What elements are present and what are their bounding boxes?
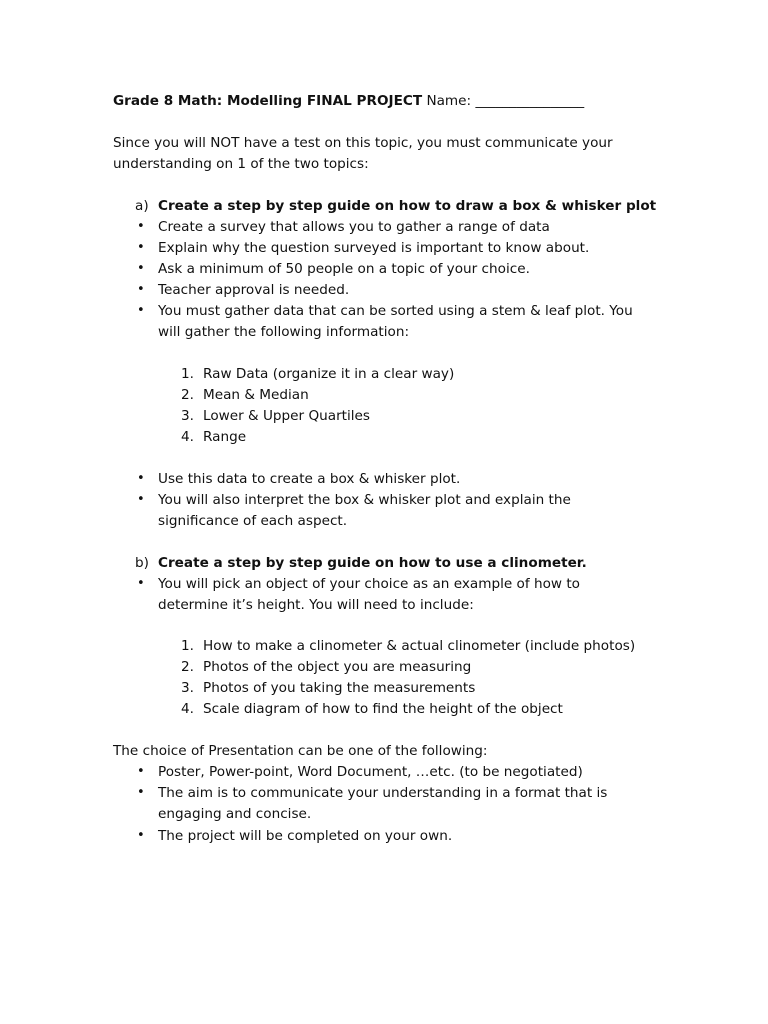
numbered-item: Photos of you taking the measurements: [203, 680, 476, 696]
name-field-label: Name: ________________: [426, 93, 585, 109]
bullet-icon: •: [137, 282, 145, 297]
numbered-item: Range: [203, 429, 247, 445]
list-item-continued: engaging and concise.: [158, 806, 312, 822]
list-item: Create a survey that allows you to gather a range of data: [158, 219, 550, 235]
list-item-continued: will gather the following information:: [158, 324, 410, 340]
numbered-item: How to make a clinometer & actual clinometer (include photos): [203, 638, 636, 654]
numbered-item: Lower & Upper Quartiles: [203, 408, 371, 424]
section-b-heading: Create a step by step guide on how to use a clinometer.: [158, 555, 587, 571]
intro-line: Since you will NOT have a test on this topic, you must communicate your: [113, 135, 613, 151]
bullet-icon: •: [137, 219, 145, 234]
numbered-marker: 1.: [181, 638, 194, 654]
list-item-continued: determine it’s height. You will need to include:: [158, 597, 474, 613]
numbered-marker: 4.: [181, 429, 194, 445]
section-a-marker: a): [135, 198, 149, 214]
bullet-icon: •: [137, 471, 145, 486]
bullet-icon: •: [137, 828, 145, 843]
title-text: Grade 8 Math: Modelling FINAL PROJECT: [113, 93, 423, 109]
bullet-icon: •: [137, 764, 145, 779]
bullet-icon: •: [137, 492, 145, 507]
numbered-item: Mean & Median: [203, 387, 309, 403]
bullet-icon: •: [137, 576, 145, 591]
section-b-marker: b): [135, 555, 149, 571]
bullet-icon: •: [137, 240, 145, 255]
list-item: You will also interpret the box & whisker plot and explain the: [158, 492, 571, 508]
list-item: Use this data to create a box & whisker plot.: [158, 471, 461, 487]
numbered-marker: 2.: [181, 659, 194, 675]
numbered-marker: 2.: [181, 387, 194, 403]
numbered-marker: 4.: [181, 701, 194, 717]
numbered-marker: 3.: [181, 680, 194, 696]
bullet-icon: •: [137, 261, 145, 276]
numbered-item: Raw Data (organize it in a clear way): [203, 366, 455, 382]
list-item: You will pick an object of your choice as an example of how to: [158, 576, 580, 592]
numbered-item: Scale diagram of how to find the height of the object: [203, 701, 563, 717]
intro-line: understanding on 1 of the two topics:: [113, 156, 369, 172]
list-item: Explain why the question surveyed is important to know about.: [158, 240, 590, 256]
numbered-marker: 1.: [181, 366, 194, 382]
document-title: [113, 91, 584, 111]
list-item: The project will be completed on your own.: [158, 828, 453, 844]
list-item-continued: significance of each aspect.: [158, 513, 348, 529]
numbered-marker: 3.: [181, 408, 194, 424]
numbered-item: Photos of the object you are measuring: [203, 659, 472, 675]
list-item: The aim is to communicate your understanding in a format that is: [158, 785, 608, 801]
list-item: Ask a minimum of 50 people on a topic of your choice.: [158, 261, 530, 277]
list-item: You must gather data that can be sorted using a stem & leaf plot. You: [158, 303, 633, 319]
section-a-heading: Create a step by step guide on how to draw a box & whisker plot: [158, 198, 657, 214]
bullet-icon: •: [137, 785, 145, 800]
presentation-intro: The choice of Presentation can be one of the following:: [113, 743, 488, 759]
list-item: Poster, Power-point, Word Document, …etc. (to be negotiated): [158, 764, 583, 780]
list-item: Teacher approval is needed.: [158, 282, 350, 298]
bullet-icon: •: [137, 303, 145, 318]
